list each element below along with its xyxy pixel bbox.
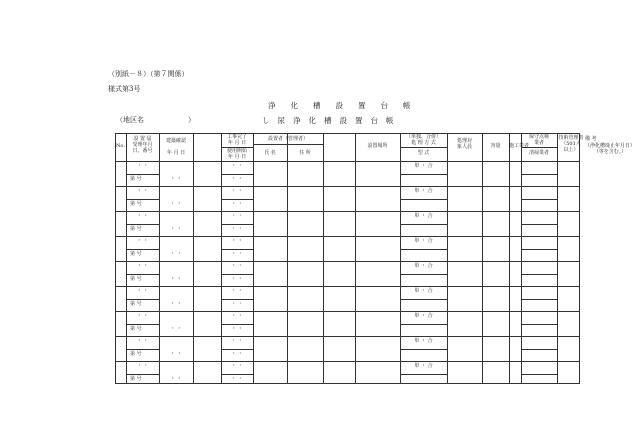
- row-completion-date: ・ ・: [231, 188, 243, 194]
- row-receipt-number: 第 号: [130, 275, 142, 282]
- row-receipt-date: ・ ・: [136, 213, 149, 219]
- row-building-date: ・ ・: [170, 375, 182, 382]
- header-installer-address: 住 所: [299, 150, 311, 156]
- row-use-start-date: ・ ・: [231, 200, 243, 207]
- grid-line-h: [521, 374, 557, 375]
- grid-line-v: [287, 133, 288, 384]
- grid-line-h: [115, 383, 580, 384]
- row-completion-date: ・ ・: [231, 288, 243, 294]
- row-method: 単 ・ 合: [414, 288, 433, 294]
- grid-line-v: [193, 133, 194, 384]
- grid-line-h: [521, 324, 557, 325]
- row-receipt-date: ・ ・: [136, 313, 149, 319]
- row-method: 単 ・ 合: [414, 188, 433, 194]
- grid-line-h: [521, 349, 557, 350]
- row-method: 単 ・ 合: [414, 338, 433, 344]
- row-method: 単 ・ 合: [414, 238, 433, 244]
- grid-line-v: [355, 133, 356, 384]
- grid-line-h: [115, 186, 580, 187]
- row-building-date: ・ ・: [170, 225, 182, 232]
- header-method: （単独、合併） 処 理 方 式: [405, 134, 441, 146]
- grid-line-h: [221, 199, 253, 200]
- grid-line-v: [221, 133, 222, 384]
- installation-ledger-table: [115, 133, 635, 384]
- grid-line-h: [221, 274, 253, 275]
- header-remarks: 備 考: [585, 136, 597, 142]
- grid-line-h: [221, 349, 253, 350]
- row-use-start-date: ・ ・: [231, 375, 243, 382]
- grid-line-h: [400, 324, 447, 325]
- grid-line-h: [115, 361, 580, 362]
- grid-line-v: [253, 133, 254, 384]
- form-number: 様式第3号: [108, 85, 141, 93]
- grid-line-h: [126, 299, 159, 300]
- grid-line-h: [400, 299, 447, 300]
- grid-line-h: [115, 211, 580, 212]
- row-completion-date: ・ ・: [231, 238, 243, 244]
- grid-line-h: [221, 224, 253, 225]
- grid-line-v: [400, 133, 401, 384]
- grid-line-h: [221, 174, 253, 175]
- row-completion-date: ・ ・: [231, 263, 243, 269]
- grid-line-h: [521, 274, 557, 275]
- row-receipt-number: 第 号: [130, 300, 142, 307]
- grid-line-h: [521, 299, 557, 300]
- grid-line-v: [159, 133, 160, 384]
- grid-line-v: [482, 133, 483, 384]
- grid-line-h: [521, 199, 557, 200]
- grid-line-h: [400, 249, 447, 250]
- row-completion-date: ・ ・: [231, 338, 243, 344]
- grid-line-h: [221, 299, 253, 300]
- grid-line-h: [126, 374, 159, 375]
- row-use-start-date: ・ ・: [231, 325, 243, 332]
- row-completion-date: ・ ・: [231, 163, 243, 169]
- grid-line-h: [521, 224, 557, 225]
- grid-line-h: [126, 324, 159, 325]
- header-install-report: 設 置 届 受理年月 日、番号: [132, 136, 153, 154]
- row-use-start-date: ・ ・: [231, 175, 243, 182]
- grid-line-v: [447, 133, 448, 384]
- grid-line-h: [521, 249, 557, 250]
- district-close: ）: [188, 116, 195, 124]
- header-remarks-note: （浄化槽廃止年月日） （等を含む。）: [585, 143, 635, 155]
- grid-line-h: [126, 249, 159, 250]
- header-completion: 工事完了 年 月 日: [226, 134, 247, 146]
- grid-line-v: [126, 133, 127, 384]
- grid-line-h: [115, 336, 580, 337]
- grid-line-h: [115, 161, 580, 162]
- row-receipt-date: ・ ・: [136, 363, 149, 369]
- document-title: 浄化槽設置台帳: [268, 101, 426, 110]
- grid-line-h: [115, 286, 580, 287]
- header-technical-manager: 技術管理者 （501人 以上）: [558, 135, 584, 153]
- grid-line-h: [400, 349, 447, 350]
- header-building-ymd: 年 月 日: [166, 150, 186, 156]
- header-contractor: 施工業者: [509, 143, 530, 149]
- row-building-date: ・ ・: [170, 325, 182, 332]
- form-reference: （別紙－８）（第７関係）: [108, 70, 189, 78]
- header-capacity-target: 処理対 象人員: [456, 138, 472, 150]
- row-use-start-date: ・ ・: [231, 350, 243, 357]
- grid-line-h: [400, 274, 447, 275]
- grid-line-h: [221, 249, 253, 250]
- grid-line-h: [400, 147, 447, 148]
- grid-line-h: [115, 311, 580, 312]
- row-receipt-number: 第 号: [130, 375, 142, 382]
- row-receipt-number: 第 号: [130, 250, 142, 257]
- row-receipt-date: ・ ・: [136, 263, 149, 269]
- grid-line-h: [221, 374, 253, 375]
- row-receipt-date: ・ ・: [136, 338, 149, 344]
- grid-line-v: [557, 133, 558, 384]
- grid-line-h: [400, 224, 447, 225]
- row-receipt-number: 第 号: [130, 225, 142, 232]
- row-building-date: ・ ・: [170, 250, 182, 257]
- row-building-date: ・ ・: [170, 200, 182, 207]
- grid-line-v: [115, 133, 116, 384]
- header-installer: 設置者（管理者）: [267, 136, 308, 142]
- row-receipt-date: ・ ・: [136, 238, 149, 244]
- grid-line-h: [253, 144, 323, 145]
- row-receipt-number: 第 号: [130, 200, 142, 207]
- header-maintenance: 保守点検 業者: [528, 134, 549, 146]
- district-open: （地区名: [116, 116, 144, 124]
- row-method: 単 ・ 合: [414, 163, 433, 169]
- row-use-start-date: ・ ・: [231, 275, 243, 282]
- grid-line-h: [126, 274, 159, 275]
- header-use-start: 使用開始 年 月 日: [226, 148, 247, 160]
- grid-line-h: [221, 324, 253, 325]
- grid-line-h: [126, 349, 159, 350]
- header-installer-name: 氏 名: [264, 150, 276, 156]
- row-completion-date: ・ ・: [231, 213, 243, 219]
- row-receipt-date: ・ ・: [136, 288, 149, 294]
- grid-line-h: [400, 374, 447, 375]
- row-building-date: ・ ・: [170, 350, 182, 357]
- grid-line-h: [115, 236, 580, 237]
- row-use-start-date: ・ ・: [231, 250, 243, 257]
- header-volume: 容量: [490, 143, 501, 149]
- row-method: 単 ・ 合: [414, 213, 433, 219]
- row-completion-date: ・ ・: [231, 363, 243, 369]
- grid-line-h: [126, 224, 159, 225]
- row-receipt-number: 第 号: [130, 350, 142, 357]
- row-method: 単 ・ 合: [414, 263, 433, 269]
- row-use-start-date: ・ ・: [231, 225, 243, 232]
- header-cleaning: 清掃業者: [528, 150, 549, 156]
- row-completion-date: ・ ・: [231, 313, 243, 319]
- header-building-confirm: 建築確認: [165, 138, 186, 144]
- row-building-date: ・ ・: [170, 175, 182, 182]
- header-no: No.: [116, 143, 125, 149]
- row-method: 単 ・ 合: [414, 313, 433, 319]
- grid-line-h: [115, 261, 580, 262]
- row-receipt-date: ・ ・: [136, 188, 149, 194]
- grid-line-v: [579, 133, 580, 384]
- district-label: [116, 117, 195, 124]
- grid-line-v: [509, 133, 510, 384]
- grid-line-h: [126, 199, 159, 200]
- row-method: 単 ・ 合: [414, 363, 433, 369]
- row-building-date: ・ ・: [170, 275, 182, 282]
- row-use-start-date: ・ ・: [231, 300, 243, 307]
- grid-line-h: [400, 199, 447, 200]
- document-subtitle: し尿浄化槽設置台帳: [262, 116, 402, 125]
- grid-line-h: [115, 133, 580, 134]
- header-model: 型 式: [417, 150, 430, 156]
- row-building-date: ・ ・: [170, 300, 182, 307]
- grid-line-h: [126, 174, 159, 175]
- grid-line-h: [400, 174, 447, 175]
- row-receipt-number: 第 号: [130, 325, 142, 332]
- row-receipt-date: ・ ・: [136, 163, 149, 169]
- grid-line-v: [521, 133, 522, 384]
- grid-line-v: [323, 133, 324, 384]
- grid-line-h: [521, 174, 557, 175]
- row-receipt-number: 第 号: [130, 175, 142, 182]
- header-location: 設置場所: [367, 143, 388, 149]
